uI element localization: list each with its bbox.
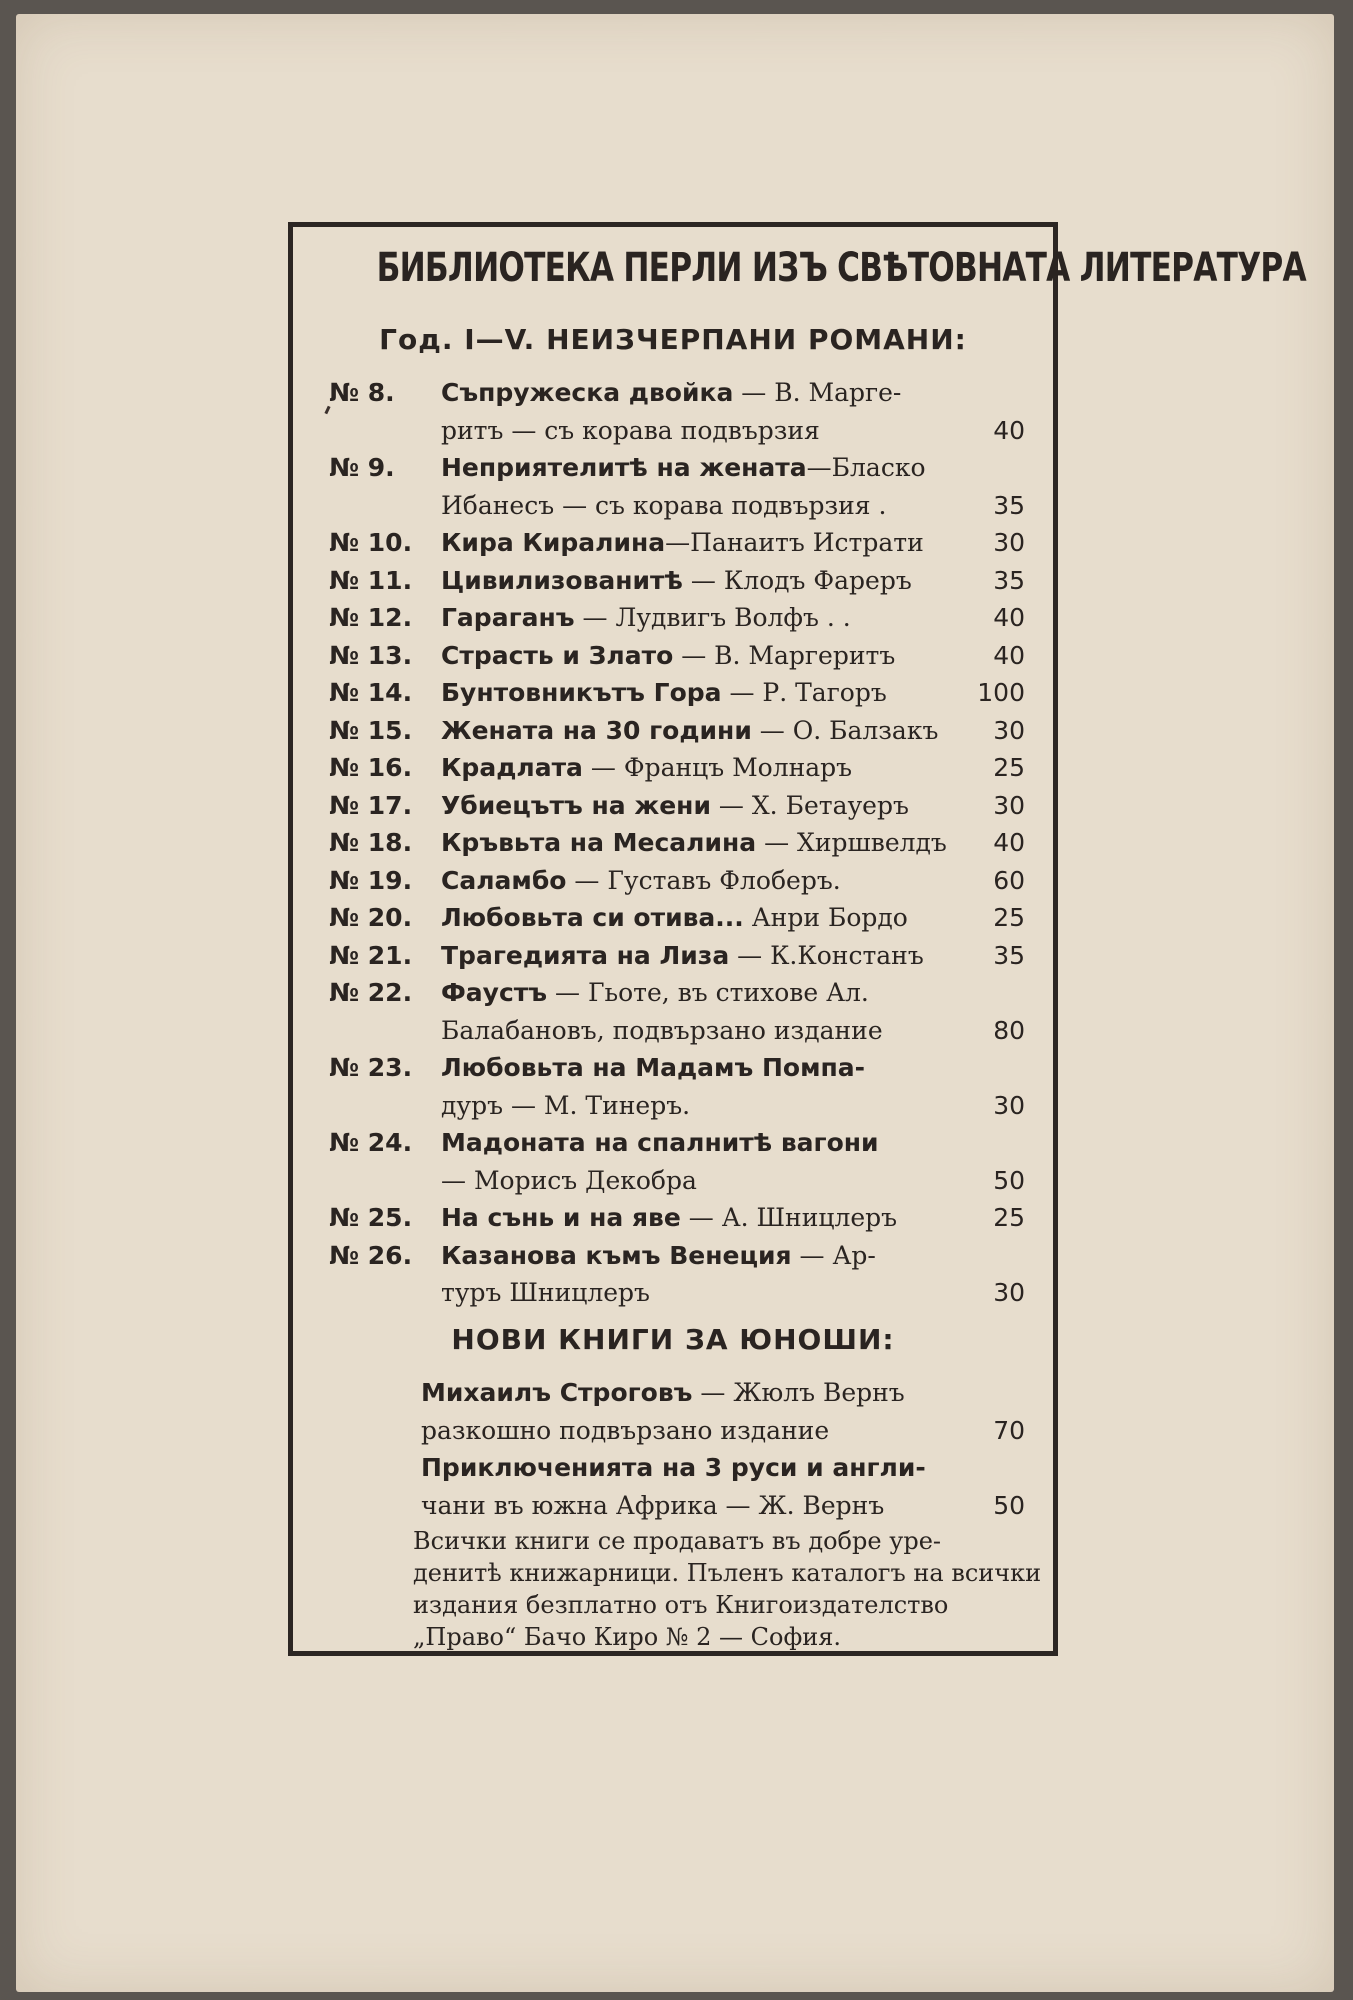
book-back-cover	[16, 14, 1334, 1992]
entry-price: 80	[993, 1015, 1025, 1045]
entry-number: № 25.	[329, 1203, 413, 1232]
entry-continuation: Балабановъ, подвързано издание	[441, 1015, 883, 1045]
entry-title: Саламбо	[441, 865, 567, 895]
youth-price: 70	[993, 1415, 1025, 1445]
entry-author: — А. Шницлеръ	[680, 1203, 898, 1232]
entry-number: № 15.	[329, 715, 413, 745]
entry-title: Съпружеска двойка	[441, 378, 734, 407]
catalog-entry	[293, 713, 1053, 749]
entry-number: № 18.	[329, 828, 413, 857]
catalog-entry	[293, 1238, 1053, 1274]
entry-author: — Хиршвелдъ	[756, 828, 947, 857]
catalog-entry-continuation	[293, 1088, 1053, 1124]
footer-line: издания безплатно отъ Книгоиздателство	[413, 1591, 949, 1619]
catalog-entry	[293, 525, 1053, 561]
entry-title: Любовьта на Мадамъ Помпа-	[441, 1053, 866, 1082]
entry-text	[441, 450, 926, 486]
catalog-entry-continuation	[293, 488, 1053, 524]
entry-number: № 13.	[329, 640, 413, 670]
entry-price: 60	[993, 865, 1025, 895]
youth-heading: НОВИ КНИГИ ЗА ЮНОШИ:	[451, 1323, 895, 1356]
entry-author: — Р. Тагоръ	[721, 678, 887, 707]
catalog-entry	[293, 900, 1053, 936]
entry-number: № 8.	[329, 378, 395, 407]
entry-title: Гараганъ	[441, 603, 575, 632]
entry-price: 30	[993, 790, 1025, 820]
entry-price: 40	[993, 828, 1025, 857]
youth-continuation: чани въ южна Африка — Ж. Вернъ	[421, 1490, 885, 1520]
entry-title: Мадоната на спалнитѣ вагони	[441, 1128, 879, 1157]
entry-number: № 23.	[329, 1053, 413, 1082]
youth-continuation: разкошно подвързано издание	[421, 1415, 830, 1445]
entry-author: — Лудвигъ Волфъ . .	[574, 603, 851, 632]
entry-price: 30	[993, 528, 1025, 557]
youth-entry	[293, 1375, 1053, 1411]
entry-author: — В. Марге-	[733, 378, 902, 407]
catalog-entry	[293, 825, 1053, 861]
footer-line: денитѣ книжарници. Пъленъ каталогъ на всички	[413, 1559, 1042, 1587]
entry-text	[441, 1125, 879, 1161]
catalog-entry	[293, 788, 1053, 824]
entry-price: 35	[993, 565, 1025, 595]
entry-number: № 24.	[329, 1128, 413, 1157]
entry-title: Крадлата	[441, 753, 583, 782]
entry-price: 25	[993, 1203, 1025, 1232]
entry-title: Жената на 30 години	[441, 715, 752, 745]
entry-continuation: ритъ — съ корава подвързия	[441, 415, 820, 445]
catalog-entry-continuation	[293, 1013, 1053, 1049]
entry-price: 30	[993, 1278, 1025, 1307]
catalog-entry-continuation	[293, 1275, 1053, 1311]
entry-price: 100	[977, 678, 1025, 707]
entry-text	[441, 563, 912, 599]
entry-text	[441, 675, 887, 711]
entry-price: 30	[993, 1090, 1025, 1120]
catalog-entry	[293, 938, 1053, 974]
entry-text	[441, 600, 851, 636]
youth-entry-title: Михаилъ Строговъ	[421, 1378, 693, 1407]
series-title: БИБЛИОТЕКА ПЕРЛИ ИЗЪ СВѢТОВНАТА ЛИТЕРАТУРА	[376, 245, 1306, 291]
entry-author: — Францъ Молнаръ	[582, 753, 853, 782]
youth-entry-continuation	[293, 1488, 1053, 1524]
entry-title: Кира Киралина	[441, 528, 666, 557]
entry-continuation: — Морисъ Декобра	[441, 1165, 697, 1195]
entry-price: 30	[993, 715, 1025, 745]
entry-title: На сънь и на яве	[441, 1203, 681, 1232]
entry-author: — Клодъ Фареръ	[682, 565, 912, 595]
entry-text	[441, 1200, 897, 1236]
youth-entry-text	[421, 1375, 905, 1411]
catalog-entry	[293, 563, 1053, 599]
entry-text	[441, 938, 924, 974]
entry-continuation: Ибанесъ — съ корава подвързия .	[441, 490, 887, 520]
youth-entry-title: Приключенията на 3 руси и англи-	[421, 1453, 926, 1482]
entry-number: № 16.	[329, 753, 413, 782]
entry-title: Казанова къмъ Венеция	[441, 1240, 792, 1270]
entry-number: № 10.	[329, 528, 413, 557]
youth-price: 50	[993, 1490, 1025, 1520]
entry-author: — Гьоте, въ стихове Ал.	[547, 978, 869, 1007]
catalog-entry	[293, 1050, 1053, 1086]
entry-price: 50	[993, 1165, 1025, 1195]
catalog-entry	[293, 1200, 1053, 1236]
entry-author: —Бласко	[806, 453, 926, 482]
entry-text	[441, 788, 909, 824]
entry-number: № 12.	[329, 603, 413, 632]
entry-number: № 11.	[329, 565, 413, 595]
entry-author: — О. Балзакъ	[751, 715, 939, 745]
entry-author: —Панаитъ Истрати	[665, 528, 924, 557]
entry-text	[441, 1238, 876, 1274]
entry-text	[441, 638, 895, 674]
entry-author: — К.Констанъ	[729, 940, 924, 970]
entry-number: № 21.	[329, 940, 413, 970]
catalog-entry	[293, 638, 1053, 674]
entry-number: № 20.	[329, 903, 413, 932]
entry-text	[441, 713, 938, 749]
entry-author: — Густавъ Флоберъ.	[566, 865, 841, 895]
entry-author: — Ар-	[791, 1240, 876, 1270]
entry-text	[441, 975, 869, 1011]
entry-price: 40	[993, 415, 1025, 445]
entry-title: Бунтовникътъ Гора	[441, 678, 722, 707]
entry-title: Любовьта си отива...	[441, 903, 744, 932]
footer-line: Всички книги се продаватъ въ добре уре-	[413, 1527, 941, 1555]
entry-price: 25	[993, 903, 1025, 932]
catalog-entry	[293, 375, 1053, 411]
entry-price: 40	[993, 603, 1025, 632]
entry-number: № 22.	[329, 978, 413, 1007]
footer-line: „Право“ Бачо Киро № 2 — София.	[413, 1623, 842, 1651]
series-subtitle: Год. I—V. НЕИЗЧЕРПАНИ РОМАНИ:	[379, 323, 967, 356]
youth-entry-continuation	[293, 1413, 1053, 1449]
catalog-entry	[293, 975, 1053, 1011]
entry-author: Анри Бордо	[743, 903, 908, 932]
entry-continuation: дуръ — М. Тинеръ.	[441, 1090, 691, 1120]
catalog-entry	[293, 600, 1053, 636]
entry-price: 35	[993, 940, 1025, 970]
catalog-entry	[293, 675, 1053, 711]
entry-text	[441, 900, 908, 936]
entry-text	[441, 863, 841, 899]
catalog-entry-continuation	[293, 413, 1053, 449]
entry-text	[441, 375, 901, 411]
entry-text	[441, 825, 947, 861]
entry-author: — В. Маргеритъ	[673, 640, 896, 670]
entry-title: Неприятелитѣ на жената	[441, 453, 807, 482]
catalog-entry	[293, 863, 1053, 899]
entry-number: № 26.	[329, 1240, 413, 1270]
entry-title: Фаустъ	[441, 978, 548, 1007]
entry-title: Трагедията на Лиза	[441, 940, 730, 970]
entry-continuation: туръ Шницлеръ	[441, 1278, 650, 1307]
entry-price: 25	[993, 753, 1025, 782]
entry-number: № 17.	[329, 790, 413, 820]
entry-number: № 14.	[329, 678, 413, 707]
entry-title: Убиецътъ на жени	[441, 790, 711, 820]
entry-text	[441, 1050, 865, 1086]
entry-text	[441, 750, 852, 786]
footer-note	[413, 1525, 1042, 1653]
entry-price: 35	[993, 490, 1025, 520]
entry-title: Кръвьта на Месалина	[441, 828, 757, 857]
catalog-entry	[293, 750, 1053, 786]
youth-entry-text	[421, 1450, 926, 1486]
youth-entry-author: — Жюлъ Вернъ	[692, 1378, 905, 1407]
entry-text	[441, 525, 924, 561]
catalog-entry	[293, 450, 1053, 486]
entry-number: № 19.	[329, 865, 413, 895]
youth-entry	[293, 1450, 1053, 1486]
entry-author: — Х. Бетауеръ	[710, 790, 909, 820]
catalog-frame	[288, 222, 1306, 1656]
entry-title: Цивилизованитѣ	[441, 565, 683, 595]
entry-title: Страсть и Злато	[441, 640, 674, 670]
catalog-entry	[293, 1125, 1053, 1161]
catalog-entry-continuation	[293, 1163, 1053, 1199]
entry-price: 40	[993, 640, 1025, 670]
entry-number: № 9.	[329, 453, 395, 482]
